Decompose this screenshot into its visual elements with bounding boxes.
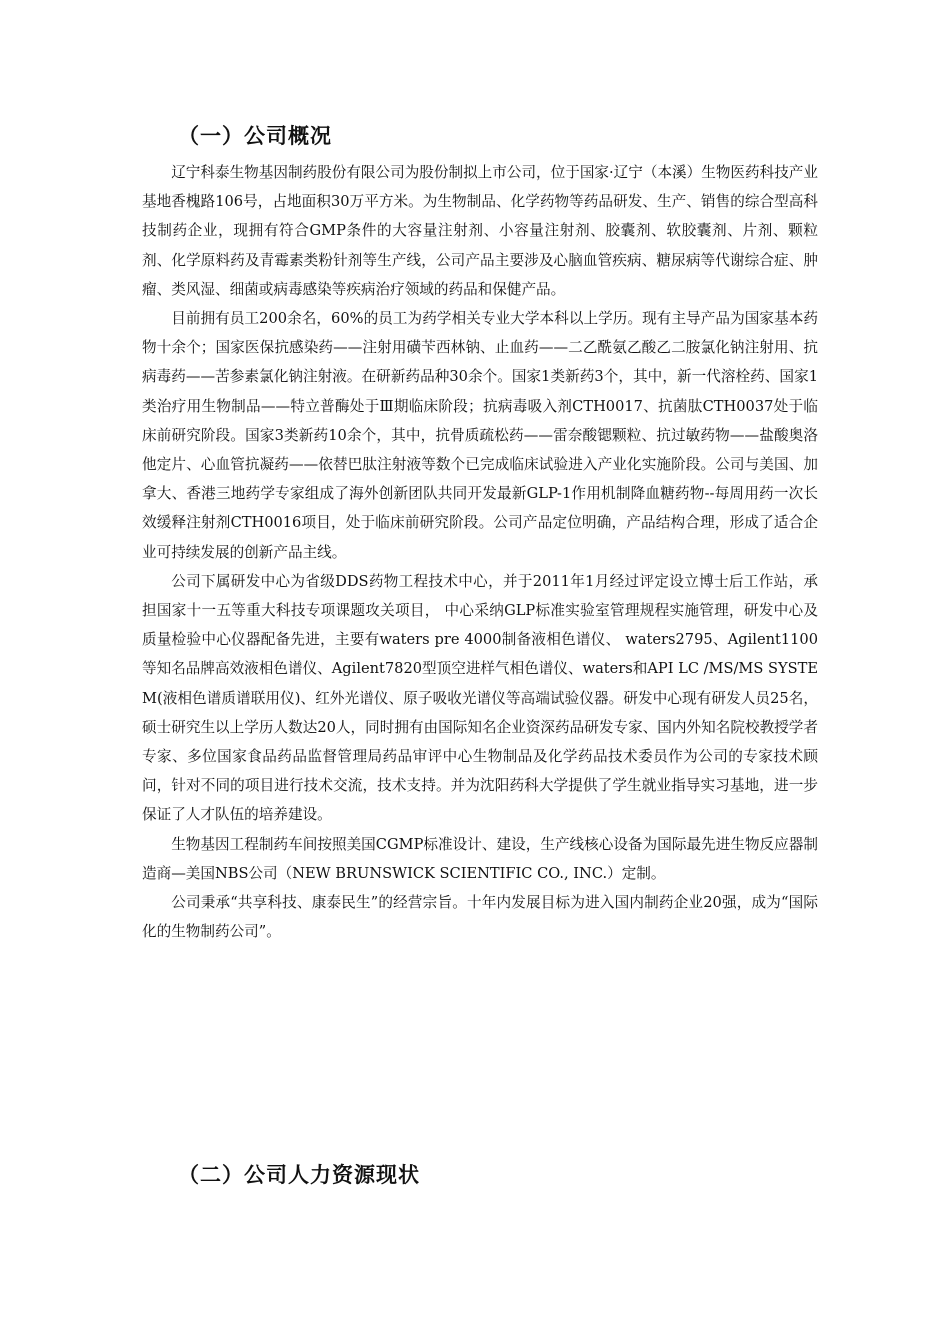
paragraph-company-intro: 辽宁科泰生物基因制药股份有限公司为股份制拟上市公司，位于国家·辽宁（本溪）生物医药科技产业基地香槐路106号，占地面积30万平方米。为生物制品、化学药物等药品研发、生产、销售的综合型高科技制药企业，现拥有符合GMP条件的大容量注射剂、小容量注射剂、胶囊剂、软胶囊剂、片剂、颗粒剂、化学原料药及青霉素类粉针剂等生产线，公司产品主要涉及心脑血管疾病、糖尿病等代谢综合症、肿瘤、类风湿、细菌或病毒感染等疾病治疗领域的药品和保健产品。 (142, 164, 818, 298)
paragraph-workshop: 生物基因工程制药车间按照美国CGMP标准设计、建设，生产线核心设备为国际最先进生物反应器制造商—美国NBS公司（NEW BRUNSWICK SCIENTIFIC CO., INC.）定制。 (142, 835, 818, 882)
section-heading-hr-status: （二）公司人力资源现状 (178, 1163, 420, 1187)
section-heading-company-overview: （一）公司概况 (178, 124, 332, 148)
overview-body (142, 158, 818, 946)
paragraph-staff-products: 目前拥有员工200余名，60%的员工为药学相关专业大学本科以上学历。现有主导产品为国家基本药物十余个；国家医保抗感染药——注射用磺苄西林钠、止血药——二乙酰氨乙酸乙二胺氯化钠注射用、抗病毒药——苦参素氯化钠注射液。在研新药品种30余个。国家1类新药3个，其中，新一代溶栓药、国家1类治疗用生物制品——特立普酶处于Ⅲ期临床阶段；抗病毒吸入剂CTH0017、抗菌肽CTH0037处于临床前研究阶段。国家3类新药10余个，其中，抗骨质疏松药——雷奈酸锶颗粒、抗过敏药物——盐酸奥洛他定片、心血管抗凝药——依替巴肽注射液等数个已完成临床试验进入产业化实施阶段。公司与美国、加拿大、香港三地药学专家组成了海外创新团队共同开发最新GLP-1作用机制降血糖药物--每周用药一次长效缓释注射剂CTH0016项目，处于临床前研究阶段。公司产品定位明确，产品结构合理，形成了适合企业可持续发展的创新产品主线。 (142, 310, 818, 561)
paragraph-mission: 公司秉承“共享科技、康泰民生”的经营宗旨。十年内发展目标为进入国内制药企业20强，成为“国际化的生物制药公司”。 (142, 894, 818, 941)
paragraph-rd-center: 公司下属研发中心为省级DDS药物工程技术中心，并于2011年1月经过评定设立博士后工作站，承担国家十一五等重大科技专项课题攻关项目， 中心采纳GLP标准实验室管理规程实施管理，研发中心及质量检验中心仪器配备先进，主要有waters pre 4000制备液相色谱仪、 waters2795、Agilent1100等知名品牌高效液相色谱仪、Agilent7820型顶空进样气相色谱仪、waters和API LC /MS/MS SYSTEM(液相色谱质谱联用仪)、红外光谱仪、原子吸收光谱仪等高端试验仪器。研发中心现有研发人员25名，硕士研究生以上学历人数达20人，同时拥有由国际知名企业资深药品研发专家、国内外知名院校教授学者专家、多位国家食品药品监督管理局药品审评中心生物制品及化学药品技术委员作为公司的专家技术顾问，针对不同的项目进行技术交流，技术支持。并为沈阳药科大学提供了学生就业指导实习基地，进一步保证了人才队伍的培养建设。 (142, 572, 818, 824)
